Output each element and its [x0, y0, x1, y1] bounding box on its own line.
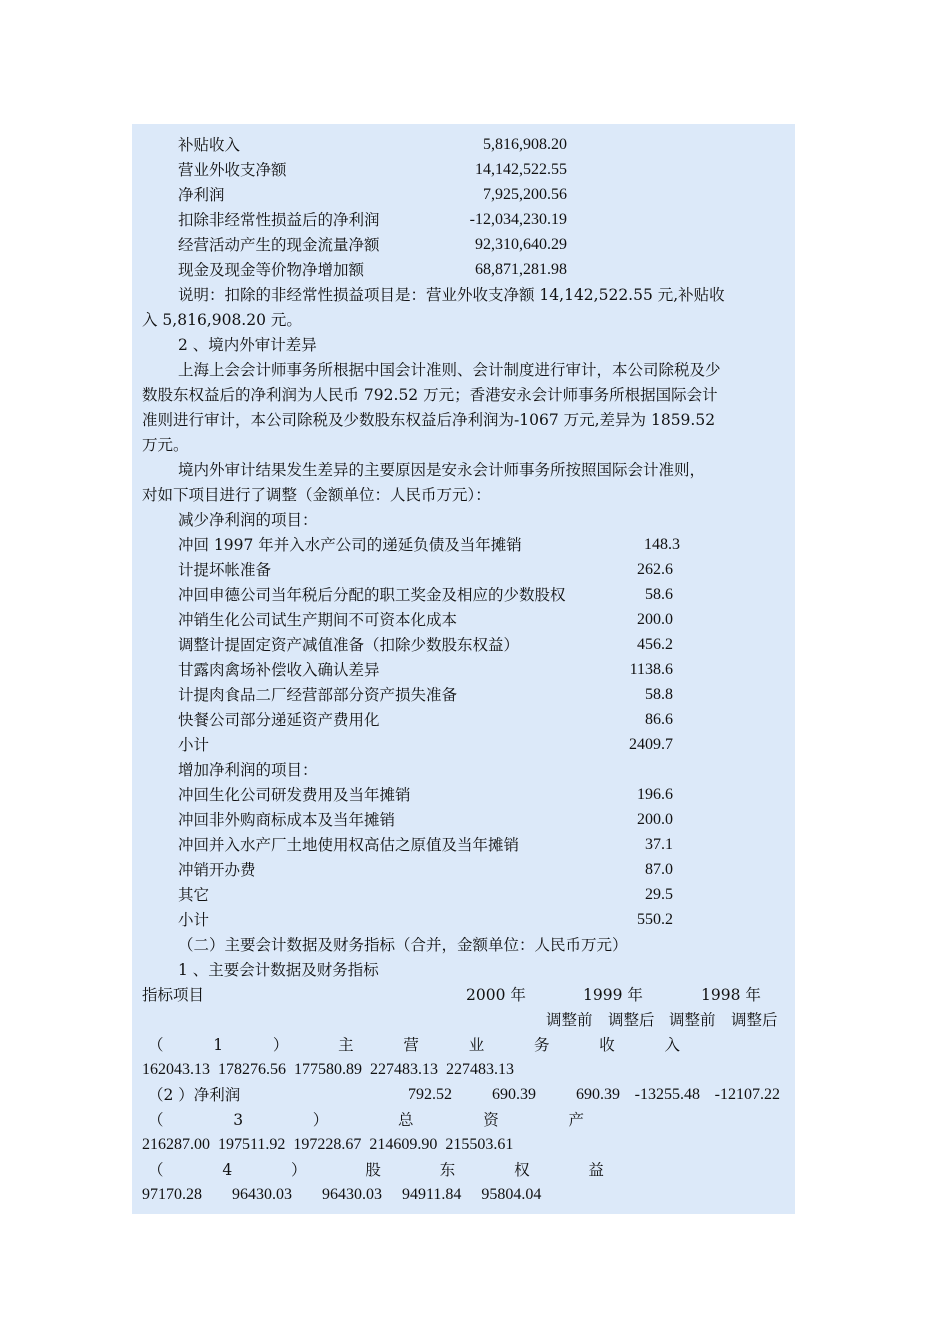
table-cell: 177580.89	[294, 1061, 362, 1078]
row-value: 14,142,522.55	[475, 161, 567, 178]
table-cell: 95804.04	[481, 1186, 542, 1203]
table-cell: -12107.22	[714, 1086, 780, 1103]
section-heading: （二）主要会计数据及财务指标（合并，金额单位：人民币万元）	[178, 936, 628, 954]
list-item-value: 37.1	[645, 836, 673, 853]
table-cell: 214609.90	[369, 1136, 438, 1153]
list-item-label: 甘露肉禽场补偿收入确认差异	[178, 661, 380, 679]
list-item-value: 262.6	[637, 561, 673, 578]
label-char: 产	[568, 1111, 584, 1129]
table-row-values	[142, 1060, 514, 1080]
table-cell: 792.52	[408, 1086, 452, 1103]
row-value: 68,871,281.98	[475, 261, 567, 278]
list-item-label: 冲回非外购商标成本及当年摊销	[178, 811, 396, 829]
list-item-value: 1138.6	[629, 661, 673, 678]
table-cell: 227483.13	[446, 1061, 514, 1078]
label-char: 收	[599, 1036, 615, 1054]
subtotal-value: 550.2	[637, 911, 673, 928]
decrease-title: 减少净利润的项目：	[178, 511, 318, 529]
subtotal-label: 小计	[178, 736, 210, 754]
table-cell: 96430.03	[232, 1186, 292, 1203]
row-label: 净利润	[178, 186, 225, 204]
row-label: 经营活动产生的现金流量净额	[178, 236, 380, 254]
list-item-value: 87.0	[645, 861, 673, 878]
row-value: 7,925,200.56	[483, 186, 567, 203]
table-subheader: 调整后	[608, 1011, 655, 1029]
label-char: （	[148, 1111, 164, 1129]
table-cell: 197228.67	[293, 1136, 362, 1153]
note-line: 说明：扣除的非经常性损益项目是：营业外收支净额 14,142,522.55 元,补贴收	[178, 286, 725, 304]
section-heading: 2 、境内外审计差异	[178, 336, 317, 354]
table-subheader: 调整后	[731, 1011, 778, 1029]
label-char: 主	[338, 1036, 354, 1054]
increase-title: 增加净利润的项目：	[178, 761, 318, 779]
list-item-value: 86.6	[645, 711, 673, 728]
label-char: ）	[272, 1036, 289, 1054]
paragraph-line: 境内外审计结果发生差异的主要原因是安永会计师事务所按照国际会计准则，	[178, 461, 706, 479]
list-item-label: 冲回申德公司当年税后分配的职工奖金及相应的少数股权	[178, 586, 566, 604]
table-header-year: 1998 年	[701, 986, 761, 1004]
table-cell: 690.39	[492, 1086, 536, 1103]
table-row-values	[142, 1135, 513, 1155]
table-cell: 97170.28	[142, 1186, 202, 1203]
list-item-label: 冲回 1997 年并入水产公司的递延负债及当年摊销	[178, 536, 522, 554]
label-char: 东	[439, 1161, 456, 1179]
table-cell: -13255.48	[634, 1086, 700, 1103]
list-item-value: 58.6	[645, 586, 673, 603]
label-char: 3	[233, 1111, 244, 1129]
table-cell: 215503.61	[445, 1136, 514, 1153]
list-item-label: 计提坏帐准备	[178, 561, 272, 579]
table-row-label	[148, 1110, 584, 1130]
paragraph-line: 上海上会会计师事务所根据中国会计准则、会计制度进行审计，本公司除税及少	[178, 361, 721, 379]
row-value: -12,034,230.19	[469, 211, 567, 228]
label-char: 业	[468, 1036, 485, 1054]
table-cell: 94911.84	[402, 1186, 462, 1203]
row-label: 补贴收入	[178, 136, 241, 154]
list-item-label: 冲回生化公司研发费用及当年摊销	[178, 786, 411, 804]
label-char: 权	[514, 1161, 530, 1179]
list-item-label: 冲销生化公司试生产期间不可资本化成本	[178, 611, 458, 629]
label-char: 1	[213, 1036, 224, 1054]
table-row-label	[148, 1035, 680, 1055]
label-char: ）	[291, 1161, 307, 1179]
label-char: 4	[222, 1161, 233, 1179]
table-row-label: （2 ）净利润	[148, 1086, 241, 1104]
label-char: 营	[403, 1036, 419, 1054]
table-cell: 216287.00	[142, 1136, 210, 1153]
table-header-label: 指标项目	[142, 986, 205, 1004]
table-row-values	[142, 1185, 541, 1205]
list-item-label: 调整计提固定资产减值准备（扣除少数股东权益）	[178, 636, 520, 654]
table-cell: 197511.92	[218, 1136, 286, 1153]
list-item-label: 其它	[178, 886, 210, 904]
list-item-value: 456.2	[637, 636, 673, 653]
table-cell: 178276.56	[218, 1061, 286, 1078]
label-char: （	[148, 1036, 164, 1054]
subsection-heading: 1 、主要会计数据及财务指标	[178, 961, 379, 979]
label-char: 总	[398, 1111, 414, 1129]
label-char: 益	[588, 1161, 604, 1179]
note-line: 入 5,816,908.20 元。	[142, 311, 302, 329]
table-subheader: 调整前	[546, 1011, 593, 1029]
label-char: 股	[365, 1161, 381, 1179]
row-value: 5,816,908.20	[483, 136, 567, 153]
list-item-value: 196.6	[637, 786, 673, 803]
row-label: 扣除非经常性损益后的净利润	[178, 211, 380, 229]
subtotal-label: 小计	[178, 911, 210, 929]
row-value: 92,310,640.29	[475, 236, 567, 253]
row-label: 营业外收支净额	[178, 161, 287, 179]
paragraph-line: 数股东权益后的净利润为人民币 792.52 万元；香港安永会计师事务所根据国际会计	[142, 386, 718, 404]
subtotal-value: 2409.7	[629, 736, 673, 753]
paragraph-line: 万元。	[142, 436, 189, 454]
label-char: 资	[483, 1111, 499, 1129]
label-char: 务	[533, 1036, 550, 1054]
list-item-label: 冲回并入水产厂土地使用权高估之原值及当年摊销	[178, 836, 520, 854]
paragraph-line: 准则进行审计，本公司除税及少数股东权益后净利润为-1067 万元,差异为 1859.52	[142, 411, 716, 429]
table-header-year: 2000 年	[466, 986, 526, 1004]
list-item-value: 200.0	[637, 611, 673, 628]
list-item-label: 冲销开办费	[178, 861, 256, 879]
row-label: 现金及现金等价物净增加额	[178, 261, 365, 279]
list-item-label: 计提肉食品二厂经营部部分资产损失准备	[178, 686, 458, 704]
table-cell: 96430.03	[322, 1186, 382, 1203]
label-char: ）	[312, 1111, 329, 1129]
table-subheader: 调整前	[669, 1011, 716, 1029]
table-header-year: 1999 年	[583, 986, 643, 1004]
table-cell: 162043.13	[142, 1061, 210, 1078]
table-row-label	[148, 1160, 604, 1180]
list-item-value: 148.3	[644, 536, 680, 553]
list-item-value: 200.0	[637, 811, 673, 828]
table-cell: 227483.13	[370, 1061, 438, 1078]
list-item-value: 58.8	[645, 686, 673, 703]
paragraph-line: 对如下项目进行了调整（金额单位：人民币万元）：	[142, 486, 491, 504]
list-item-value: 29.5	[645, 886, 673, 903]
list-item-label: 快餐公司部分递延资产费用化	[178, 711, 380, 729]
label-char: 入	[664, 1036, 680, 1054]
label-char: （	[148, 1161, 164, 1179]
table-cell: 690.39	[576, 1086, 620, 1103]
